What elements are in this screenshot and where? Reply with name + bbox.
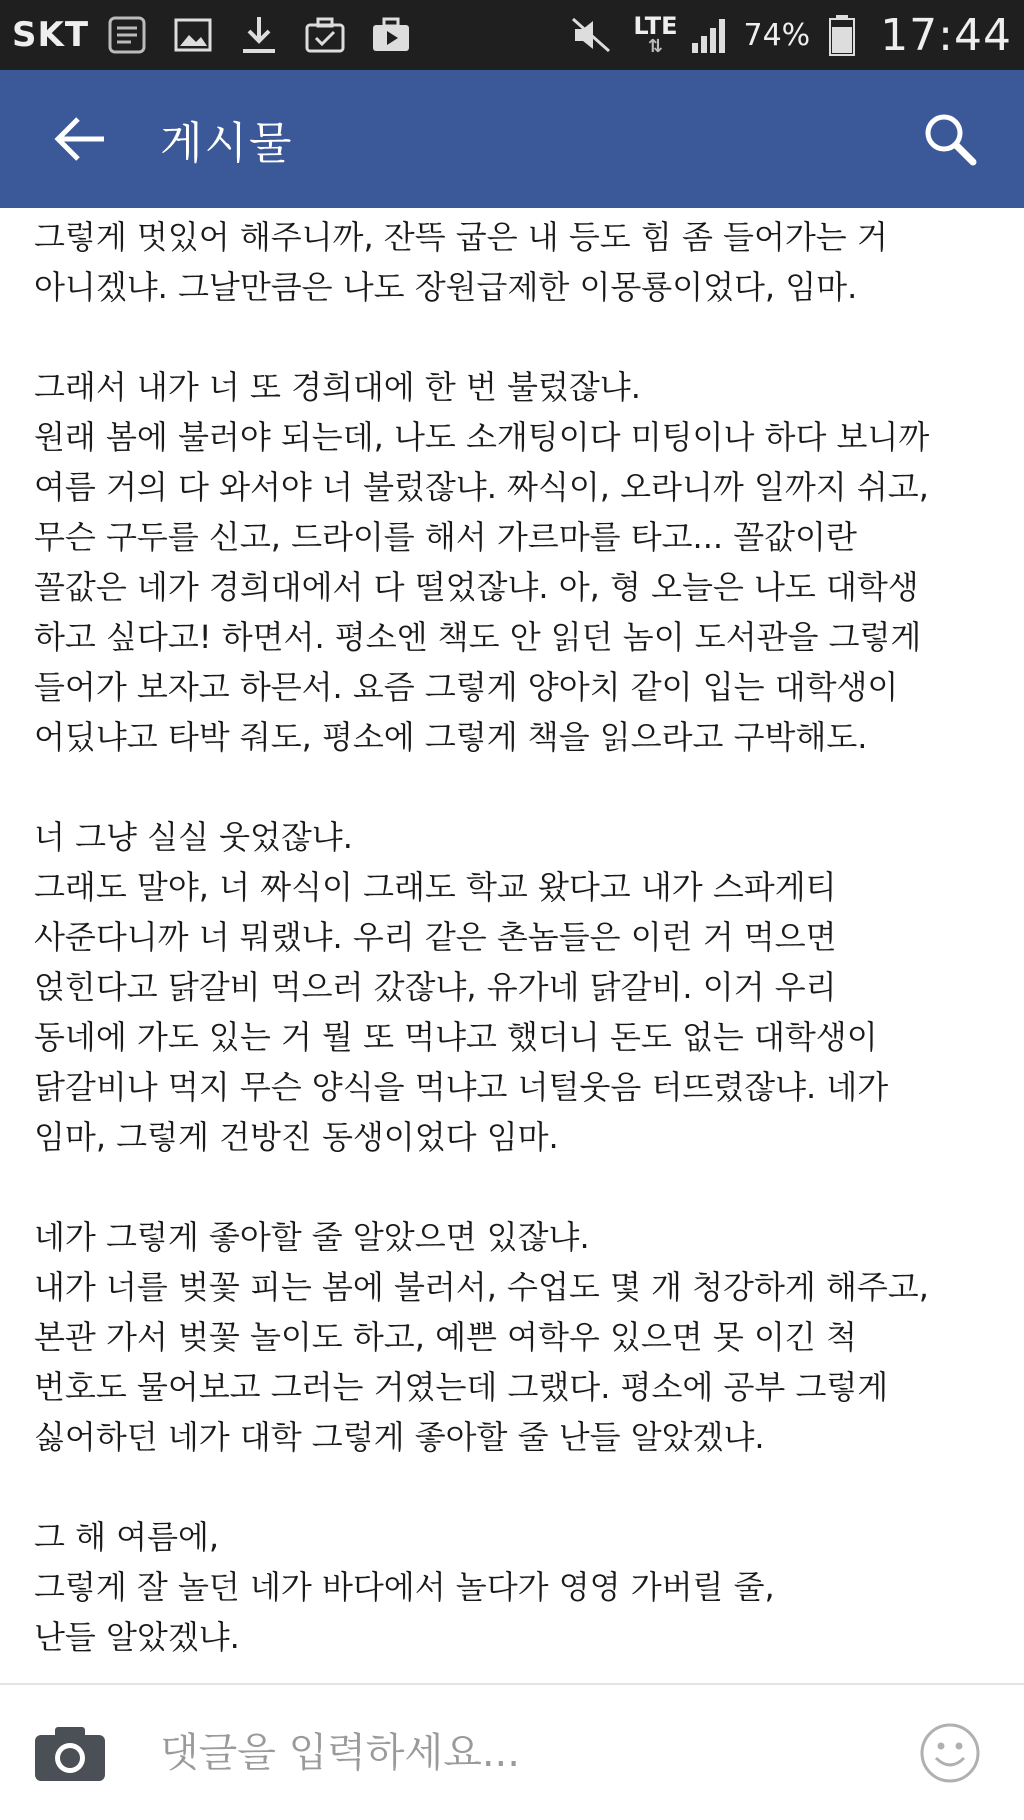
post-text-line: 무슨 구두를 신고, 드라이를 해서 가르마를 타고... 꼴값이란 [34,518,857,556]
data-arrows-icon: ⇅ [647,36,663,57]
post-text-line: 그 해 여름에, [34,1518,220,1556]
paragraph-gap [34,1162,990,1212]
clock: 17:44 [880,9,1012,61]
post-text-line: 네가 그렇게 좋아할 줄 알았으면 있잖냐. [34,1218,590,1256]
status-bar [0,0,1024,70]
battery-icon [818,11,866,59]
post-text-line: 하고 싶다고! 하면서. 평소엔 책도 안 읽던 놈이 도서관을 그렇게 [34,618,922,656]
mute-icon [567,11,615,59]
post-text-line: 내가 너를 벚꽃 피는 봄에 불러서, 수업도 몇 개 청강하게 해주고, [34,1268,929,1306]
emoji-button[interactable] [912,1715,988,1791]
post-text-line: 아니겠냐. 그날만큼은 나도 장원급제한 이몽룡이었다, 임마. [34,268,858,306]
post-text-line: 들어가 보자고 하믄서. 요즘 그렇게 양아치 같이 입는 대학생이 [34,668,899,706]
back-button[interactable] [30,89,130,189]
battery-percent: 74% [743,17,811,53]
post-text-line: 그렇게 멋있어 해주니까, 잔뜩 굽은 내 등도 힘 좀 들어가는 거 [34,218,888,256]
download-icon [235,11,283,59]
briefcase-check-icon [301,11,349,59]
page-title: 게시물 [160,118,294,169]
camera-button[interactable] [30,1713,110,1793]
paragraph-gap [34,312,990,362]
notes-icon [103,11,151,59]
search-icon [921,110,979,168]
search-button[interactable] [900,89,1000,189]
post-text-line: 어딨냐고 타박 줘도, 평소에 그렇게 책을 읽으라고 구박해도. [34,718,868,756]
post-text-line: 원래 봄에 불러야 되는데, 나도 소개팅이다 미팅이나 하다 보니까 [34,418,930,456]
paragraph-gap [34,1462,990,1512]
post-text-line: 사준다니까 너 뭐랬냐. 우리 같은 촌놈들은 이런 거 먹으면 [34,918,837,956]
post-body [0,208,1024,1683]
network-type: LTE [633,12,678,40]
post-text-line: 그래도 말야, 너 짜식이 그래도 학교 왔다고 내가 스파게티 [34,868,837,906]
network-indicator [633,14,677,56]
post-text-line: 너 그냥 실실 웃었잖냐. [34,818,353,856]
post-text-line: 그렇게 잘 놀던 네가 바다에서 놀다가 영영 가버릴 줄, [34,1568,775,1606]
briefcase-play-icon [367,11,415,59]
carrier-name: SKT [12,15,90,55]
post-text-line: 여름 거의 다 와서야 너 불렀잖냐. 짜식이, 오라니까 일까지 쉬고, [34,468,929,506]
post-text-line: 닭갈비나 먹지 무슨 양식을 먹냐고 너털웃음 터뜨렸잖냐. 네가 [34,1068,889,1106]
paragraph-gap [34,762,990,812]
post-text-line: 동네에 가도 있는 거 뭘 또 먹냐고 했더니 돈도 없는 대학생이 [34,1018,878,1056]
camera-icon [33,1723,107,1783]
comment-input[interactable] [158,1708,912,1798]
comment-bar [0,1683,1024,1820]
post-text-line: 본관 가서 벚꽃 놀이도 하고, 예쁜 여학우 있으면 못 이긴 척 [34,1318,857,1356]
smiley-icon [919,1722,981,1784]
back-arrow-icon [52,111,108,167]
app-bar [0,70,1024,208]
post-text-line: 그래서 내가 너 또 경희대에 한 번 불렀잖냐. [34,368,641,406]
signal-icon [686,11,734,59]
gallery-icon [169,11,217,59]
post-text-line: 얹힌다고 닭갈비 먹으러 갔잖냐, 유가네 닭갈비. 이거 우리 [34,968,837,1006]
post-text-line: 난들 알았겠냐. [34,1618,240,1656]
post-text-line: 임마, 그렇게 건방진 동생이었다 임마. [34,1118,559,1156]
post-text-line: 꼴값은 네가 경희대에서 다 떨었잖냐. 아, 형 오늘은 나도 대학생 [34,568,919,606]
post-text-line: 번호도 물어보고 그러는 거였는데 그랬다. 평소에 공부 그렇게 [34,1368,889,1406]
post-text-line: 싫어하던 네가 대학 그렇게 좋아할 줄 난들 알았겠냐. [34,1418,765,1456]
